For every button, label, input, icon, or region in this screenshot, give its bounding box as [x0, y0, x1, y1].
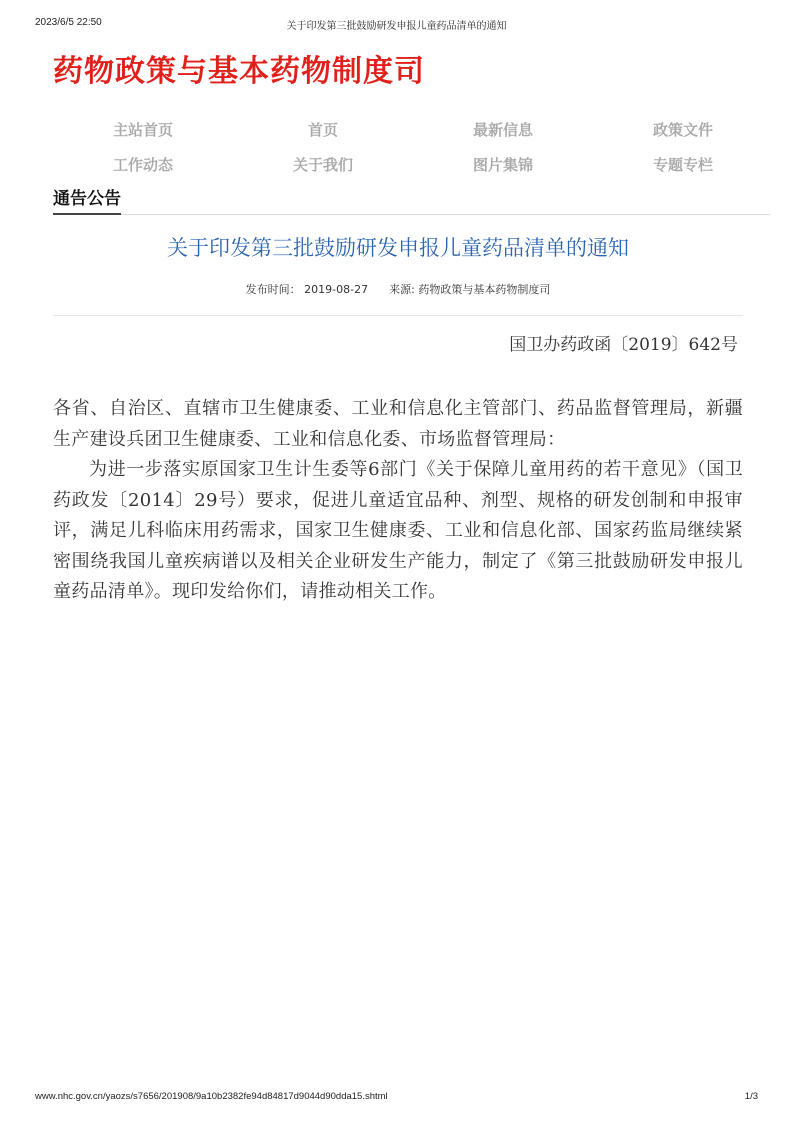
site-logo[interactable]: 药物政策与基本药物制度司 — [53, 54, 425, 89]
print-page-title: 关于印发第三批鼓励研发申报儿童药品清单的通知 — [286, 21, 507, 32]
nav-link-special-topics[interactable]: 专题专栏 — [652, 156, 713, 174]
page-number: 1/3 — [744, 1091, 758, 1102]
nav-row — [53, 147, 773, 182]
publish-label: 发布时间： — [245, 283, 301, 296]
print-footer — [35, 1091, 758, 1105]
nav-row — [53, 112, 773, 147]
nav-link-policy-documents[interactable]: 政策文件 — [652, 121, 713, 139]
article-title: 关于印发第三批鼓励研发申报儿童药品清单的通知 — [167, 236, 629, 260]
nav-link-about-us[interactable]: 关于我们 — [292, 156, 353, 174]
divider — [53, 315, 743, 316]
section-title[interactable]: 通告公告 — [53, 188, 121, 215]
article-body — [53, 394, 743, 608]
nav-link-photo-gallery[interactable]: 图片集锦 — [472, 156, 533, 174]
print-header — [35, 17, 758, 33]
nav-link-latest-info[interactable]: 最新信息 — [472, 121, 533, 139]
section-header — [53, 188, 770, 215]
nav-link-home[interactable]: 首页 — [307, 121, 338, 139]
body-paragraph: 为进一步落实原国家卫生计生委等6部门《关于保障儿童用药的若干意见》（国卫药政发〔2014〕29号）要求，促进儿童适宜品种、剂型、规格的研发创制和申报审评，满足儿科临床用药需求，国家卫生健康委、工业和信息化部、国家药监局继续紧密围绕我国儿童疾病谱以及相关企业研发生产能力，制定了《第三批鼓励研发申报儿童药品清单》。现印发给你们，请推动相关工作。 — [53, 459, 743, 602]
publish-date: 2019-08-27 — [304, 283, 369, 296]
source-name: 药物政策与基本药物制度司 — [418, 283, 551, 296]
main-nav — [53, 112, 773, 182]
nav-link-main-site-home[interactable]: 主站首页 — [112, 121, 173, 139]
article-meta — [53, 282, 743, 298]
document-number: 国卫办药政函〔2019〕642号 — [509, 335, 738, 355]
addressee-paragraph: 各省、自治区、直辖市卫生健康委、工业和信息化主管部门、药品监督管理局，新疆生产建设兵团卫生健康委、工业和信息化委、市场监督管理局： — [53, 398, 743, 450]
nav-link-work-news[interactable]: 工作动态 — [112, 156, 173, 174]
source-label: 来源: — [389, 283, 415, 296]
print-url: www.nhc.gov.cn/yaozs/s7656/201908/9a10b2382fe94d84817d9044d90dda15.shtml — [35, 1091, 388, 1102]
print-timestamp: 2023/6/5 22:50 — [35, 17, 102, 28]
